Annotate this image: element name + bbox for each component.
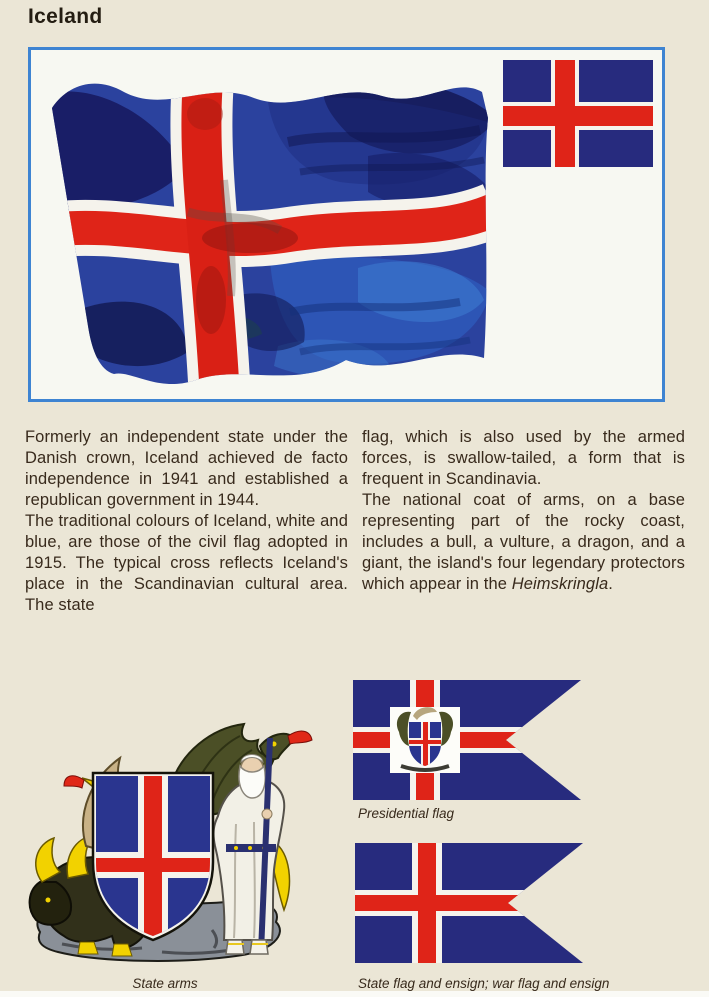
- caption-state-flag: State flag and ensign; war flag and ensign: [358, 976, 610, 991]
- text-column-right: [362, 427, 685, 595]
- flag-plate-frame: [28, 47, 665, 402]
- caption-state-arms: State arms: [132, 976, 198, 991]
- paragraph-coat-of-arms: [362, 490, 685, 595]
- paragraph-history: Formerly an independent state under the Danish crown, Iceland achieved de facto independence in 1941 and established a republican government in 1944.: [25, 428, 348, 509]
- text-column-left: [25, 427, 348, 616]
- coat-of-arms-text: The national coat of arms, on a base representing part of the rocky coast, includes a bull, a vulture, a dragon, and a giant, the island's four legendary protectors which appear in the: [362, 491, 685, 593]
- presidential-flag-diagram: [353, 680, 581, 800]
- sentence-end: .: [608, 575, 613, 593]
- civil-flag-diagram: [503, 60, 653, 167]
- caption-presidential-flag: Presidential flag: [358, 806, 455, 821]
- civil-flag-painting-illustration: [38, 60, 500, 396]
- paragraph-flag-form: flag, which is also used by the armed forces, is swallow-tailed, a form that is frequent in Scandinavia.: [362, 428, 685, 488]
- page-edge: [0, 991, 709, 997]
- page-title: Iceland: [28, 5, 103, 28]
- paragraph-colours: The traditional colours of Iceland, white and blue, are those of the civil flag adopted in 1915. The typical cross reflects Iceland's place in the Scandinavian cultural area. The state: [25, 512, 348, 614]
- heimskringla-italic: Heimskringla: [511, 575, 609, 593]
- state-arms-illustration: [22, 694, 322, 966]
- state-flag-diagram: [355, 843, 583, 963]
